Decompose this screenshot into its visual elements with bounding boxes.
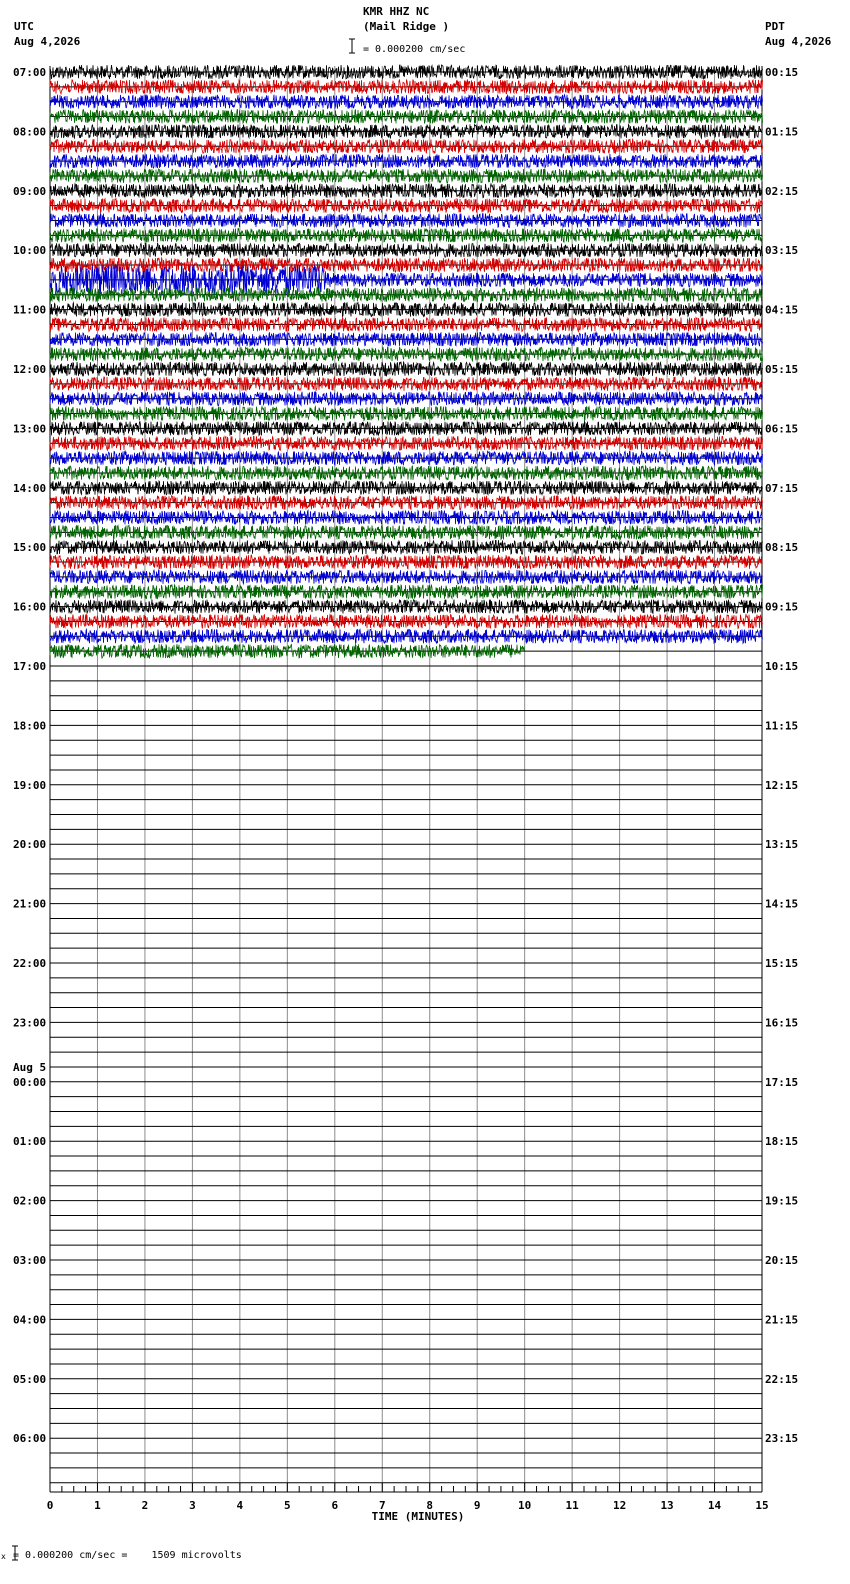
utc-time-label: 23:00 xyxy=(13,1016,47,1030)
pdt-time-label: 19:15 xyxy=(765,1194,799,1208)
pdt-time-label: 11:15 xyxy=(765,719,799,733)
pdt-time-label: 05:15 xyxy=(765,363,799,376)
utc-time-label: 20:00 xyxy=(13,838,47,852)
x-tick-label: 13 xyxy=(660,1499,674,1512)
x-tick-label: 15 xyxy=(755,1499,769,1512)
x-axis-title: TIME (MINUTES) xyxy=(371,1510,465,1523)
seismic-trace xyxy=(50,199,763,213)
x-tick-label: 5 xyxy=(284,1499,291,1512)
utc-time-label: 08:00 xyxy=(13,125,47,139)
pdt-time-label: 20:15 xyxy=(765,1254,799,1267)
pdt-time-label: 16:15 xyxy=(765,1016,799,1030)
utc-time-label: 02:00 xyxy=(13,1194,47,1208)
pdt-time-label: 00:15 xyxy=(765,66,799,79)
utc-time-label: 19:00 xyxy=(13,778,47,792)
x-tick-label: 11 xyxy=(565,1499,579,1512)
pdt-time-label: 18:15 xyxy=(765,1135,799,1149)
seismic-trace xyxy=(50,228,763,242)
utc-time-label: 12:00 xyxy=(13,363,47,376)
seismic-trace xyxy=(50,110,763,124)
x-tick-label: 6 xyxy=(331,1499,339,1512)
x-tick-label: 10 xyxy=(518,1499,532,1512)
scale-label: = 0.000200 cm/sec xyxy=(363,44,466,55)
trace-group xyxy=(50,65,763,658)
utc-time-label: 03:00 xyxy=(13,1254,47,1267)
x-tick-label: 4 xyxy=(236,1499,244,1512)
pdt-time-label: 02:15 xyxy=(765,184,799,198)
pdt-time-label: 22:15 xyxy=(765,1372,799,1386)
x-tick-label: 0 xyxy=(46,1499,54,1512)
right-date-label: Aug 4,2026 xyxy=(765,35,832,48)
pdt-time-label: 12:15 xyxy=(765,778,799,792)
seismic-trace xyxy=(50,288,763,302)
x-tick-label: 3 xyxy=(189,1499,196,1512)
pdt-time-label: 14:15 xyxy=(765,897,799,911)
footer-marker: x xyxy=(1,1552,6,1561)
station-title: KMR HHZ NC xyxy=(363,5,430,18)
utc-time-label: 15:00 xyxy=(13,541,47,555)
x-tick-label: 8 xyxy=(426,1499,434,1512)
pdt-time-label: 04:15 xyxy=(765,303,799,317)
seismic-trace xyxy=(50,214,763,228)
utc-time-label: 06:00 xyxy=(13,1432,47,1446)
pdt-time-label: 01:15 xyxy=(765,125,799,139)
pdt-time-label: 15:15 xyxy=(765,957,799,970)
x-tick-label: 14 xyxy=(707,1499,722,1512)
pdt-time-label: 17:15 xyxy=(765,1075,799,1089)
footer-scale-label: = 0.000200 cm/sec = 1509 microvolts xyxy=(13,1550,242,1561)
x-tick-label: 7 xyxy=(378,1499,386,1512)
utc-time-label: 10:00 xyxy=(13,244,47,258)
pdt-time-label: 07:15 xyxy=(765,481,799,495)
pdt-time-label: 21:15 xyxy=(765,1313,799,1327)
utc-time-label: 05:00 xyxy=(13,1372,47,1386)
left-zone-label: UTC xyxy=(14,20,34,33)
pdt-time-label: 08:15 xyxy=(765,541,799,555)
seismic-trace xyxy=(50,80,763,94)
right-zone-label: PDT xyxy=(765,20,785,33)
station-location: (Mail Ridge ) xyxy=(363,20,450,33)
utc-time-label: 16:00 xyxy=(13,600,47,614)
utc-time-label: 13:00 xyxy=(13,422,47,436)
utc-time-label: 22:00 xyxy=(13,957,47,970)
utc-time-label: 14:00 xyxy=(13,481,47,495)
utc-time-label: 18:00 xyxy=(13,719,47,733)
date-change-label: Aug 5 xyxy=(13,1060,47,1074)
utc-time-label: 09:00 xyxy=(13,184,47,198)
scale-bar-icon xyxy=(349,39,355,53)
pdt-time-label: 09:15 xyxy=(765,600,799,614)
pdt-time-label: 10:15 xyxy=(765,660,799,673)
seismic-trace xyxy=(50,525,763,539)
x-tick-label: 1 xyxy=(94,1499,101,1512)
seismic-trace xyxy=(50,332,763,346)
x-tick-label: 2 xyxy=(141,1499,149,1512)
pdt-time-label: 06:15 xyxy=(765,422,799,436)
pdt-time-label: 13:15 xyxy=(765,838,799,852)
utc-time-label: 01:00 xyxy=(13,1135,47,1149)
x-axis xyxy=(47,1483,769,1523)
utc-time-label: 17:00 xyxy=(13,660,47,673)
utc-time-label: 04:00 xyxy=(13,1313,47,1327)
left-date-label: Aug 4,2026 xyxy=(14,35,81,48)
utc-time-label: 11:00 xyxy=(13,303,47,317)
utc-time-label: 00:00 xyxy=(13,1075,47,1089)
x-tick-label: 12 xyxy=(612,1499,627,1512)
pdt-time-label: 23:15 xyxy=(765,1432,799,1446)
utc-time-label: 07:00 xyxy=(13,66,47,79)
footer-scale-bar-icon xyxy=(12,1546,18,1560)
pdt-time-label: 03:15 xyxy=(765,244,799,258)
utc-time-label: 21:00 xyxy=(13,897,47,911)
x-tick-label: 9 xyxy=(473,1499,481,1512)
seismic-trace xyxy=(50,95,763,109)
